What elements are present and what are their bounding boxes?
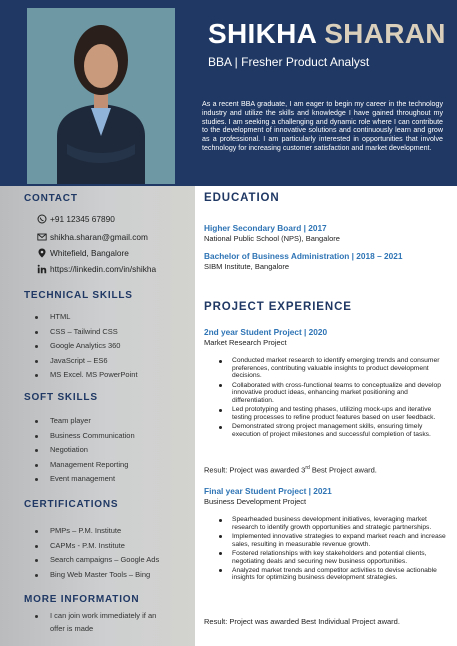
certifications-list <box>24 524 159 582</box>
more-information-heading: MORE INFORMATION <box>24 594 140 605</box>
candidate-role: BBA | Fresher Product Analyst <box>208 55 370 69</box>
first-name: SHIKHA <box>208 18 317 49</box>
map-pin-icon <box>37 248 47 258</box>
list-item: Team player <box>24 414 135 429</box>
list-item: Management Reporting <box>24 458 135 473</box>
list-item: Led prototyping and testing phases, utilizing mock-ups and iterative testing processes to refine product features based on user feedback. <box>216 406 446 421</box>
list-item: Conducted market research to identify emerging trends and consumer preferences, contributing valuable insights to product development decisions. <box>216 357 446 380</box>
project-bullets-2 <box>216 516 446 584</box>
profile-photo <box>27 8 175 184</box>
project-result-1: Result: Project was awarded 3rd Best Project award. <box>204 465 377 475</box>
list-item: Google Analytics 360 <box>24 339 138 354</box>
list-item: Bing Web Master Tools – Bing <box>24 568 159 583</box>
list-item: Demonstrated strong project management skills, ensuring timely execution of project milestones and successful completion of tasks. <box>216 423 446 438</box>
list-item: CAPMs - P.M. Institute <box>24 539 159 554</box>
project-title-2: Final year Student Project | 2021 <box>204 486 332 496</box>
list-item: Fostered relationships with key stakeholders and potential clients, negotiating deals and securing new business opportunities. <box>216 550 446 565</box>
project-title-1: 2nd year Student Project | 2020 <box>204 327 328 337</box>
education-school-2: SIBM Institute, Bangalore <box>204 262 290 271</box>
list-item: I can join work immediately if an <box>24 609 156 622</box>
list-item-continuation: offer is made <box>50 624 94 633</box>
list-item: Spearheaded business development initiatives, leveraging market research to identify growth opportunities and strategic partnerships. <box>216 516 446 531</box>
project-experience-heading: PROJECT EXPERIENCE <box>204 301 352 313</box>
soft-skills-heading: SOFT SKILLS <box>24 392 98 403</box>
education-title-2: Bachelor of Business Administration | 2018 – 2021 <box>204 251 403 261</box>
portrait-illustration <box>27 8 175 184</box>
project-result-2: Result: Project was awarded Best Individual Project award. <box>204 617 400 626</box>
education-heading: EDUCATION <box>204 192 280 204</box>
contact-phone <box>37 214 115 224</box>
list-item: HTML <box>24 310 138 325</box>
list-item: Negotiation <box>24 443 135 458</box>
project-bullets-1 <box>216 357 446 440</box>
linkedin-icon <box>37 264 47 274</box>
phone-text: +91 12345 67890 <box>50 214 115 224</box>
contact-location <box>37 248 129 258</box>
list-item: PMPs – P.M. Institute <box>24 524 159 539</box>
list-item: Implemented innovative strategies to expand market reach and increase sales, resulting in measurable revenue growth. <box>216 533 446 548</box>
location-text: Whitefield, Bangalore <box>50 248 129 258</box>
education-title-1: Higher Secondary Board | 2017 <box>204 223 327 233</box>
list-item: MS Excel. MS PowerPoint <box>24 368 138 383</box>
contact-email <box>37 232 148 242</box>
list-item: Collaborated with cross-functional teams to conceptualize and develop innovative product ideas, enhancing market positioning and differentiation. <box>216 382 446 405</box>
list-item: JavaScript – ES6 <box>24 354 138 369</box>
email-text[interactable]: shikha.sharan@gmail.com <box>50 232 148 242</box>
project-subtitle-1: Market Research Project <box>204 338 287 347</box>
profile-summary: As a recent BBA graduate, I am eager to begin my career in the technology industry and utilize the skills and knowledge I have gained throughout my studies. I am seeking a challenging and dynamic role where I can contribute to the development of innovative solutions and continuously learn and grow as a professional. I am particularly interested in opportunities that involve technology for increasing customer satisfaction and market development. <box>202 100 443 152</box>
list-item: Search campaigns – Google Ads <box>24 553 159 568</box>
list-item: Business Communication <box>24 429 135 444</box>
envelope-icon <box>37 232 47 242</box>
contact-linkedin <box>37 264 156 274</box>
technical-skills-list <box>24 310 138 383</box>
list-item: Event management <box>24 472 135 487</box>
whatsapp-phone-icon <box>37 214 47 224</box>
list-item: CSS – Tailwind CSS <box>24 325 138 340</box>
candidate-name <box>208 18 446 50</box>
soft-skills-list <box>24 414 135 487</box>
technical-skills-heading: TECHNICAL SKILLS <box>24 290 133 301</box>
project-subtitle-2: Business Development Project <box>204 497 307 506</box>
contact-heading: CONTACT <box>24 193 78 204</box>
last-name: SHARAN <box>324 18 446 49</box>
more-information-list <box>24 609 156 635</box>
list-item: Analyzed market trends and competitor activities to devise actionable insights for optimizing business development strategies. <box>216 567 446 582</box>
certifications-heading: CERTIFICATIONS <box>24 499 119 510</box>
linkedin-link[interactable]: https://linkedin.com/in/shikha <box>50 264 157 274</box>
education-school-1: National Public School (NPS), Bangalore <box>204 234 340 243</box>
